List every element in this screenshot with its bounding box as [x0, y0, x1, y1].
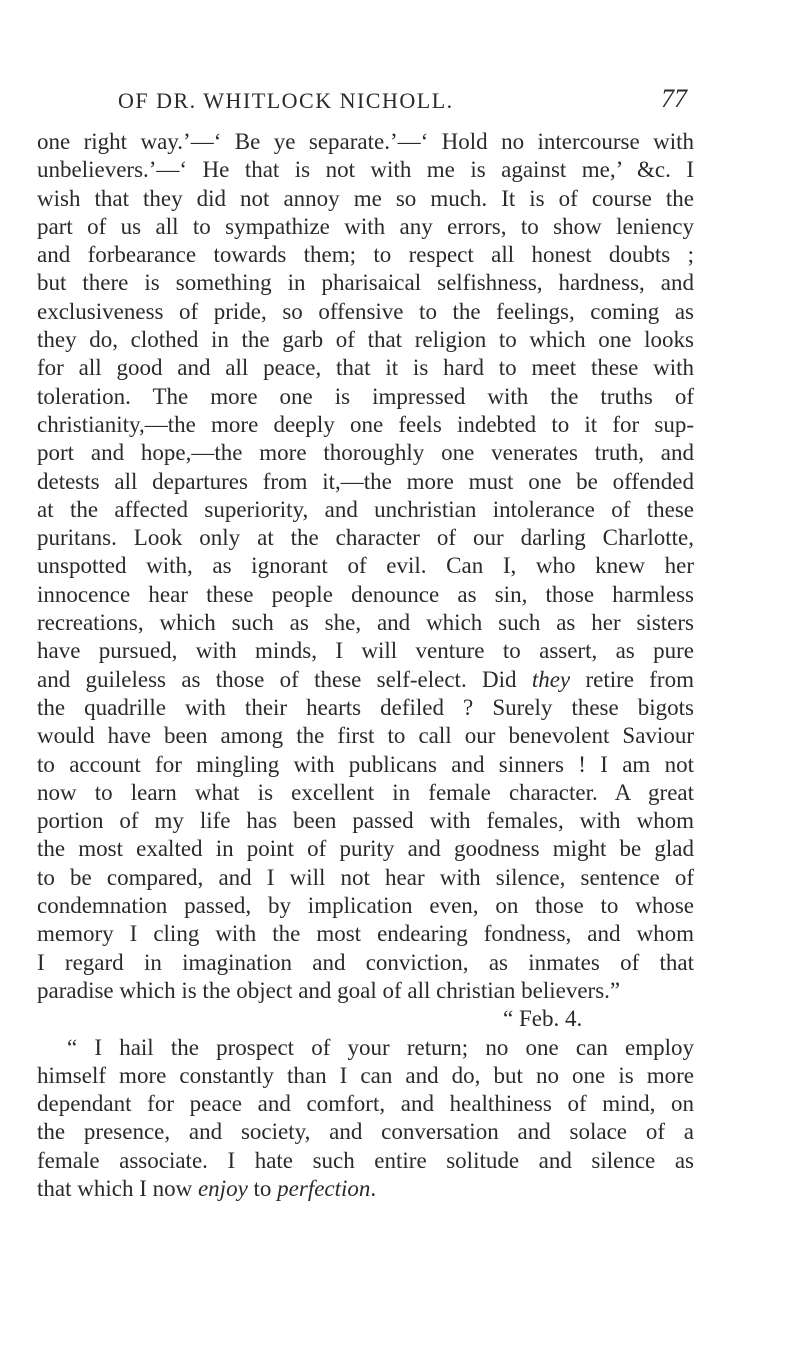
text-line: to account for mingling with publicans and sinners ! I am not — [37, 751, 694, 777]
text-line: paradise which is the object and goal of all christian believers.” — [37, 977, 621, 1003]
text-line: portion of my life has been passed with females, with whom — [37, 808, 694, 834]
text-run: that which I now — [37, 1175, 198, 1201]
text-line: unspotted with, as ignorant of evil. Can I, who knew her — [37, 553, 694, 579]
text-run: retire from — [570, 666, 694, 692]
text-line: puritans. Look only at the character of our darling Charlotte, — [37, 525, 694, 551]
text-line: exclusiveness of pride, so offensive to the feelings, coming as — [37, 298, 694, 324]
text-line: “ I hail the prospect of your return; no one can employ — [67, 1034, 694, 1060]
text-line: now to learn what is excellent in female character. A great — [37, 779, 694, 805]
text-line: for all good and all peace, that it is hard to meet these with — [37, 355, 694, 381]
text-line: toleration. The more one is impressed with the truths of — [37, 383, 694, 409]
text-line: one right way.’—‘ Be ye separate.’—‘ Hold no intercourse with — [37, 129, 694, 154]
italic-emphasis: enjoy — [197, 1175, 248, 1201]
text-line: at the affected superiority, and unchristian intolerance of these — [37, 496, 694, 522]
text-line: christianity,—the more deeply one feels indebted to it for sup- — [37, 411, 694, 437]
body-text — [37, 128, 694, 1203]
text-line: the most exalted in point of purity and goodness might be glad — [37, 836, 694, 862]
text-line: himself more constantly than I can and do, but no one is more — [37, 1062, 694, 1088]
text-line: innocence hear these people denounce as sin, those harmless — [37, 581, 694, 607]
text-line — [37, 666, 694, 694]
text-run: and guileless as those of these self-elect. Did — [37, 666, 532, 692]
text-line: dependant for peace and comfort, and healthiness of mind, on — [37, 1091, 694, 1117]
text-line: unbelievers.’—‘ He that is not with me is against me,’ &c. I — [37, 157, 694, 183]
text-line: the presence, and society, and conversation and solace of a — [37, 1119, 694, 1145]
page-number: 77 — [661, 84, 687, 113]
text-run: to — [247, 1175, 278, 1201]
text-line: port and hope,—the more thoroughly one venerates truth, and — [37, 440, 694, 466]
text-run: . — [370, 1175, 377, 1201]
text-line: part of us all to sympathize with any errors, to show leniency — [37, 213, 694, 239]
italic-emphasis: they — [531, 666, 571, 692]
running-head: OF DR. WHITLOCK NICHOLL. — [118, 88, 454, 113]
text-line: condemnation passed, by implication even, on those to whose — [37, 893, 694, 919]
text-line — [37, 1175, 694, 1203]
text-line: would have been among the first to call our benevolent Saviour — [37, 723, 694, 749]
text-line: I regard in imagination and conviction, as inmates of that — [37, 949, 694, 975]
text-line: memory I cling with the most endearing fondness, and whom — [37, 921, 694, 947]
text-line: have pursued, with minds, I will venture to assert, as pure — [37, 638, 694, 664]
text-line: wish that they did not annoy me so much. It is of course the — [37, 185, 694, 211]
text-line: but there is something in pharisaical selfishness, hardness, and — [37, 270, 694, 296]
text-line: they do, clothed in the garb of that religion to which one looks — [37, 327, 694, 353]
text-line: female associate. I hate such entire solitude and silence as — [37, 1147, 694, 1173]
text-line: and forbearance towards them; to respect all honest doubts ; — [37, 242, 694, 268]
text-line: recreations, which such as she, and which such as her sisters — [37, 610, 694, 636]
text-line: to be compared, and I will not hear with silence, sentence of — [37, 864, 694, 890]
text-line: the quadrille with their hearts defiled ? Surely these bigots — [37, 694, 694, 720]
text-line: detests all departures from it,—the more must one be offended — [37, 468, 694, 494]
italic-emphasis: perfection — [277, 1175, 371, 1201]
letter-dateline: “ Feb. 4. — [503, 1006, 583, 1032]
